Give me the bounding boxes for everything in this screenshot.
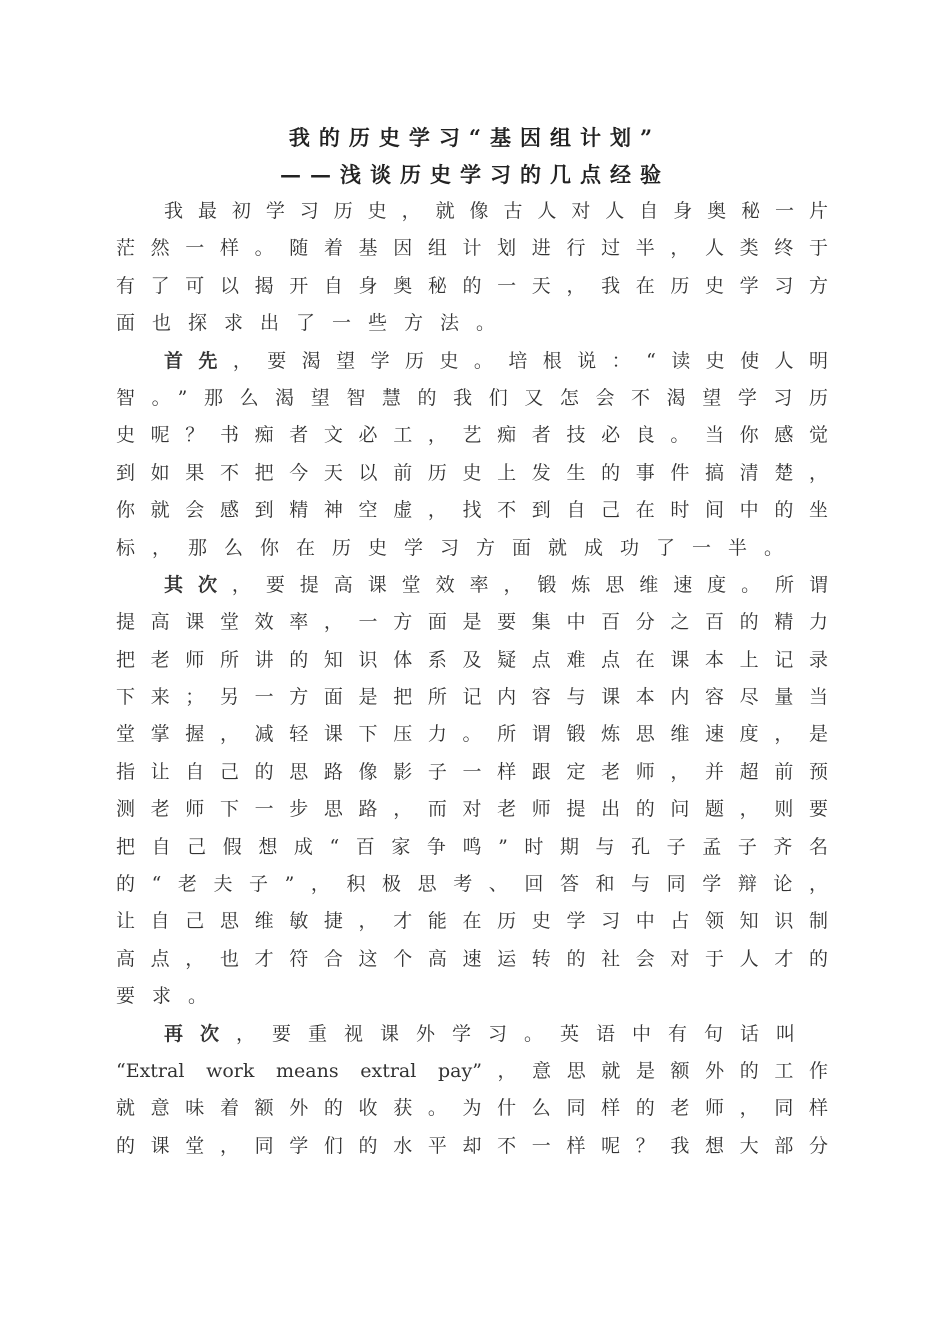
document-body: [116, 193, 828, 1165]
paragraph-3-lead: 其次: [164, 573, 232, 596]
paragraph-1-line-4: 面也探求出了一些方法。: [116, 312, 513, 335]
paragraph-2-line-5: 你就会感到精神空虚，找不到自己在时间中的坐: [116, 499, 828, 522]
paragraph-4-line-4: 的课堂，同学们的水平却不一样呢？我想大部分: [116, 1134, 828, 1157]
paragraph-2-line-1: [116, 343, 828, 380]
paragraph-4-line-1: [116, 1016, 828, 1053]
paragraph-3-line-8: 把自己假想成“百家争鸣”时期与孔子孟子齐名: [116, 835, 828, 858]
document-subtitle: ——浅谈历史学习的几点经验: [280, 162, 670, 187]
paragraph-3-line-5: 堂掌握，减轻课下压力。所谓锻炼思维速度，是: [116, 723, 828, 746]
paragraph-2-line-4: 到如果不把今天以前历史上发生的事件搞清楚，: [116, 461, 828, 484]
paragraph-2-line-2: 智。”那么渴望智慧的我们又怎会不渴望学习历: [116, 386, 828, 409]
paragraph-3-line-3: 把老师所讲的知识体系及疑点难点在课本上记录: [116, 648, 828, 671]
paragraph-3-line-6: 指让自己的思路像影子一样跟定老师，并超前预: [116, 760, 828, 783]
paragraph-1-line-1: 我最初学习历史，就像古人对人自身奥秘一片: [164, 200, 828, 222]
paragraph-3-line-4: 下来；另一方面是把所记内容与课本内容尽量当: [116, 686, 828, 709]
paragraph-1-line-3: 有了可以揭开自身奥秘的一天，我在历史学习方: [116, 274, 828, 297]
paragraph-3-line-12: 要求。: [116, 985, 225, 1008]
paragraph-3-line-11: 高点，也才符合这个高速运转的社会对于人才的: [116, 947, 828, 970]
paragraph-3-line-9: 的“老夫子”，积极思考、回答和与同学辩论，: [116, 873, 828, 896]
paragraph-2-line-6: 标，那么你在历史学习方面就成功了一半。: [116, 536, 801, 559]
paragraph-2-line-1-text: ，要渴望学历史。培根说：“读史使人明: [232, 349, 828, 372]
paragraph-4-line-2: “Extral work means extral pay”，意思就是额外的工作: [116, 1059, 828, 1082]
paragraph-2-lead: 首先: [164, 349, 233, 372]
paragraph-3-line-2: 提高课堂效率，一方面是要集中百分之百的精力: [116, 611, 828, 634]
paragraph-3-line-10: 让自己思维敏捷，才能在历史学习中占领知识制: [116, 910, 828, 933]
paragraph-3-line-1: [116, 567, 828, 604]
paragraph-4-lead: 再次: [164, 1022, 237, 1045]
paragraph-3-line-7: 测老师下一步思路，而对老师提出的问题，则要: [116, 798, 828, 821]
paragraph-3-line-1-text: ，要提高课堂效率，锻炼思维速度。所谓: [231, 573, 828, 596]
paragraph-2-line-3: 史呢？书痴者文必工，艺痴者技必良。当你感觉: [116, 424, 828, 447]
paragraph-4-line-1-text: ，要重视课外学习。英语中有句话叫: [236, 1022, 813, 1045]
document-title: 我的历史学习“基因组计划”: [288, 125, 662, 150]
paragraph-1-line-2: 茫然一样。随着基因组计划进行过半，人类终于: [116, 237, 828, 260]
paragraph-4-line-3: 就意味着额外的收获。为什么同样的老师，同样: [116, 1097, 828, 1120]
